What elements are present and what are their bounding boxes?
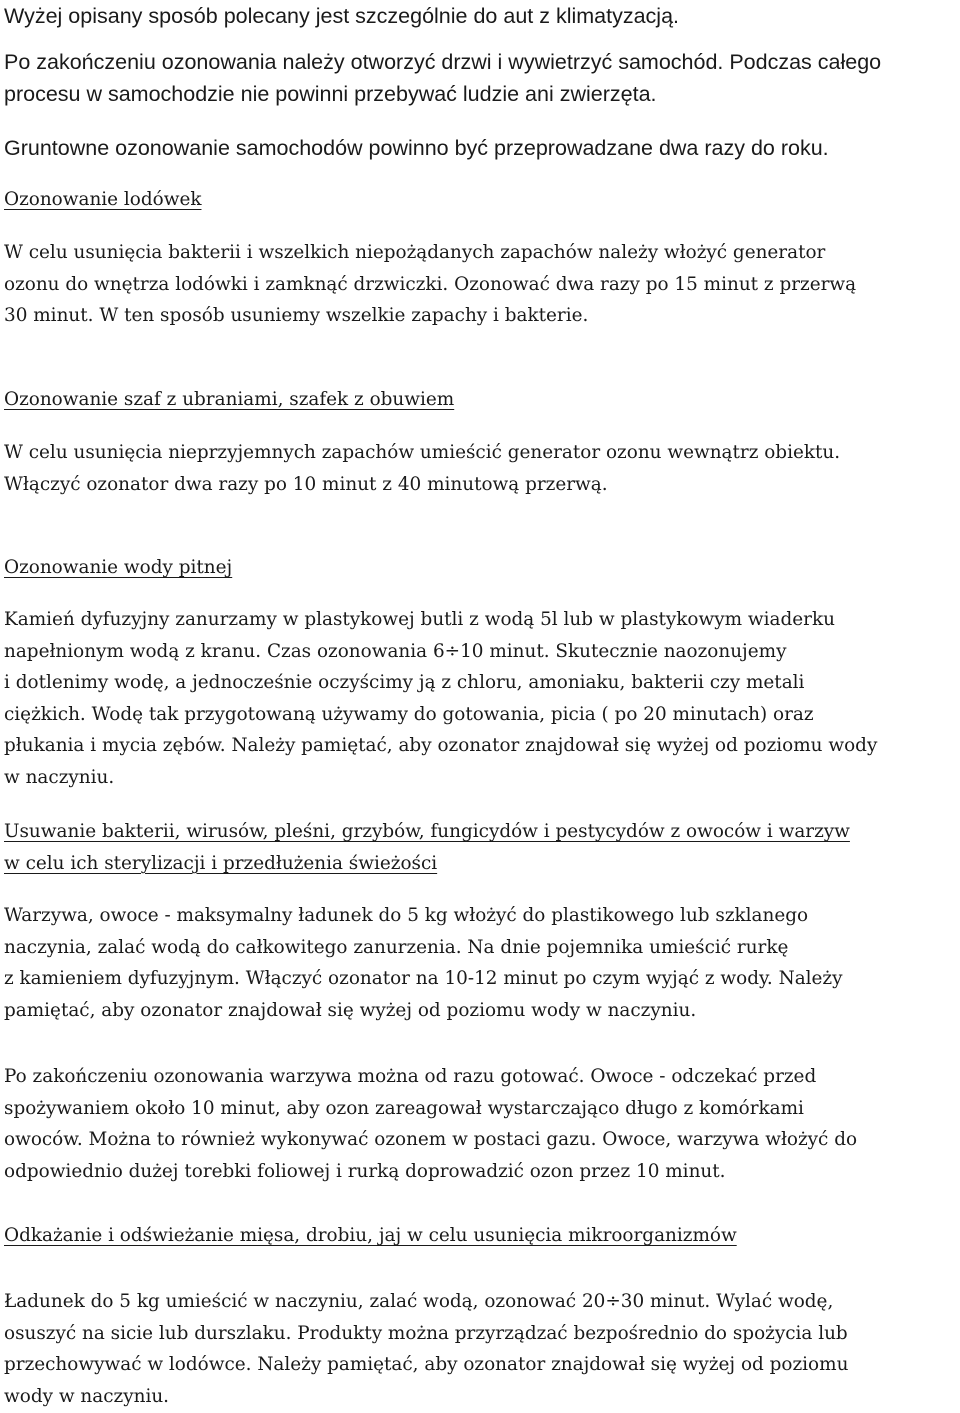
section-paragraph-fridges: W celu usunięcia bakterii i wszelkich niepożądanych zapachów należy włożyć generator ozonu do wnętrza lodówki i zamknąć drzwiczki. Ozonować dwa razy po 15 minut z przerwą 30 minut. W ten sposób usuniemy wszelkie zapachy i bakterie. [4, 242, 857, 326]
section-heading-meat-poultry-eggs: Odkażanie i odświeżanie mięsa, drobiu, jaj w celu usunięcia mikroorganizmów [4, 1225, 737, 1246]
intro-paragraph-3: Gruntowne ozonowanie samochodów powinno być przeprowadzane dwa razy do roku. [4, 136, 829, 160]
section-paragraph-wardrobes: W celu usunięcia nieprzyjemnych zapachów umieścić generator ozonu wewnątrz obiektu. Włączyć ozonator dwa razy po 10 minut z 40 minutową przerwą. [4, 442, 841, 495]
section-heading-wardrobes: Ozonowanie szaf z ubraniami, szafek z obuwiem [4, 389, 455, 410]
section-heading-fridges: Ozonowanie lodówek [4, 189, 202, 210]
intro-paragraph-1: Wyżej opisany sposób polecany jest szczególnie do aut z klimatyzacją. [4, 4, 680, 28]
section-paragraph-fruits-vegetables-2: Po zakończeniu ozonowania warzywa można od razu gotować. Owoce - odczekać przed spożywaniem około 10 minut, aby ozon zareagował wystarczająco długo z komórkami owoców. Można to również wykonywać ozonem w postaci gazu. Owoce, warzywa włożyć do odpowiednio dużej torebki foliowej i rurką doprowadzić ozon przez 10 minut. [4, 1066, 858, 1182]
section-paragraph-meat-poultry-eggs: Ładunek do 5 kg umieścić w naczyniu, zalać wodą, ozonować 20÷30 minut. Wylać wodę, osuszyć na sicie lub durszlaku. Produkty można przyrządzać bezpośrednio do spożycia lub przechowywać w lodówce. Należy pamiętać, aby ozonator znajdował się wyżej od poziomu wody w naczyniu. [4, 1291, 849, 1407]
section-heading-drinking-water: Ozonowanie wody pitnej [4, 557, 233, 578]
intro-paragraph-2: Po zakończeniu ozonowania należy otworzyć drzwi i wywietrzyć samochód. Podczas całego procesu w samochodzie nie powinni przebywać ludzie ani zwierzęta. [4, 50, 882, 106]
section-heading-fruits-vegetables: Usuwanie bakterii, wirusów, pleśni, grzybów, fungicydów i pestycydów z owoców i warzyw w celu ich sterylizacji i przedłużenia świeżości [4, 821, 850, 874]
section-paragraph-drinking-water: Kamień dyfuzyjny zanurzamy w plastykowej butli z wodą 5l lub w plastykowym wiaderku napełnionym wodą z kranu. Czas ozonowania 6÷10 minut. Skutecznie naozonujemy i dotlenimy wodę, a jednocześnie oczyścimy ją z chloru, amoniaku, bakterii czy metali ciężkich. Wodę tak przygotowaną używamy do gotowania, picia ( po 20 minutach) oraz płukania i mycia zębów. Należy pamiętać, aby ozonator znajdował się wyżej od poziomu wody w naczyniu. [4, 609, 878, 788]
section-paragraph-fruits-vegetables-1: Warzywa, owoce - maksymalny ładunek do 5 kg włożyć do plastikowego lub szklanego naczynia, zalać wodą do całkowitego zanurzenia. Na dnie pojemnika umieścić rurkę z kamieniem dyfuzyjnym. Włączyć ozonator na 10-12 minut po czym wyjąć z wody. Należy pamiętać, aby ozonator znajdował się wyżej od poziomu wody w naczyniu. [4, 905, 843, 1021]
